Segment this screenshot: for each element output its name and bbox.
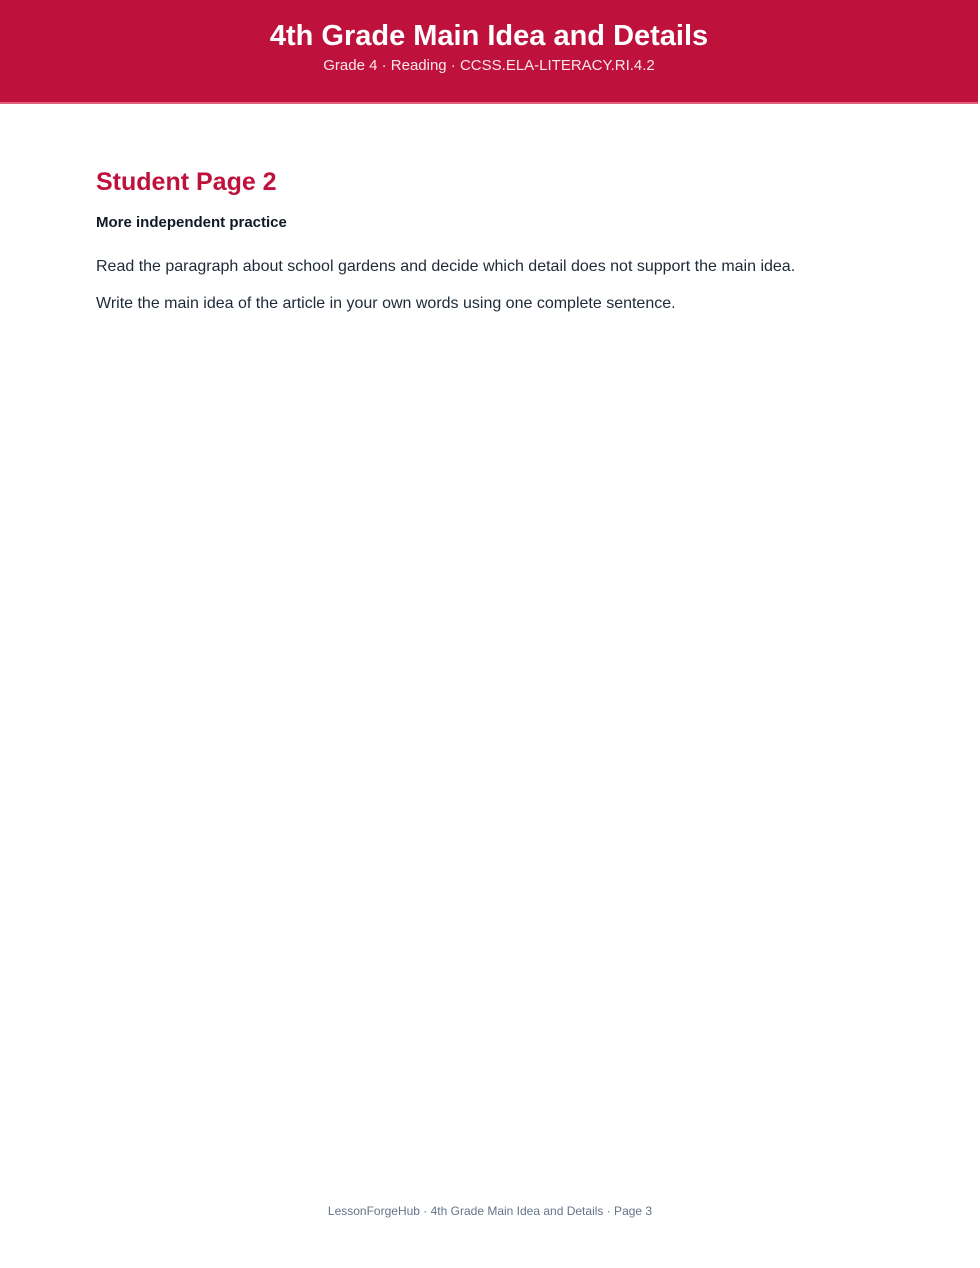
instruction-paragraph: Write the main idea of the article in your own words using one complete sentence. bbox=[96, 295, 676, 312]
document-subtitle: Grade 4 · Reading · CCSS.ELA-LITERACY.RI.4.2 bbox=[323, 57, 655, 74]
section-title: Student Page 2 bbox=[96, 168, 277, 196]
main-content bbox=[96, 166, 896, 314]
document-title: 4th Grade Main Idea and Details bbox=[269, 20, 709, 52]
page-footer: LessonForgeHub · 4th Grade Main Idea and Details · Page 3 bbox=[327, 1204, 653, 1218]
instruction-paragraph: Read the paragraph about school gardens and decide which detail does not support the main idea. bbox=[96, 258, 796, 275]
page-header bbox=[0, 0, 978, 104]
section-subtitle: More independent practice bbox=[96, 214, 287, 231]
